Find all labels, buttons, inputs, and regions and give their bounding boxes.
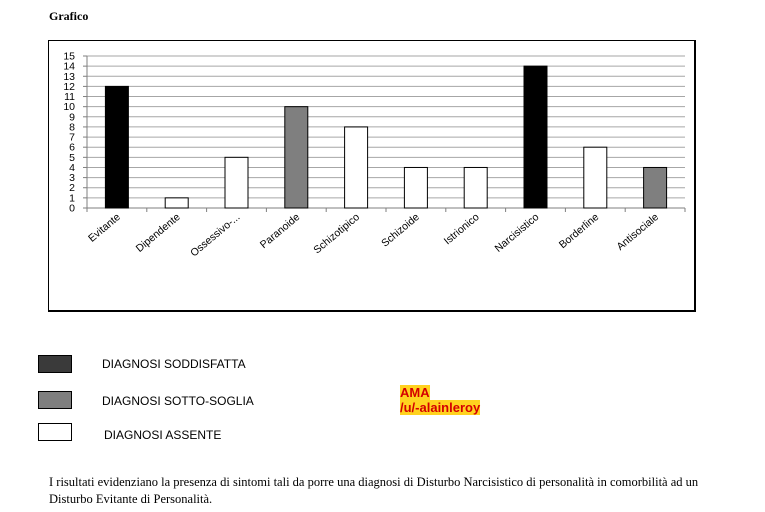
bar-narcisistico (524, 66, 547, 208)
bar-schizotipico (345, 127, 368, 208)
x-tick-label: Dipendente (133, 211, 183, 255)
y-tick-label: 6 (69, 141, 75, 154)
section-heading: Grafico (49, 9, 89, 23)
legend-swatch-sotto-soglia (38, 391, 72, 409)
bar-paranoide (285, 107, 308, 208)
bar-antisociale (644, 167, 667, 208)
x-tick-label: Borderline (556, 211, 602, 252)
bar-evitante (105, 86, 128, 208)
legend-label-assente: DIAGNOSI ASSENTE (104, 428, 222, 442)
x-tick-label: Istrionico (441, 211, 482, 248)
y-tick-label: 10 (63, 101, 75, 114)
y-tick-label: 4 (69, 161, 75, 174)
y-tick-label: 13 (63, 70, 75, 83)
legend-label-soddisfatta: DIAGNOSI SODDISFATTA (102, 357, 246, 371)
x-tick-label: Ossessivo-... (188, 211, 243, 260)
y-tick-label: 3 (69, 172, 75, 185)
legend-label-sotto-soglia: DIAGNOSI SOTTO-SOGLIA (102, 394, 254, 408)
x-tick-label: Schizoide (379, 211, 422, 250)
bar-dipendente (165, 198, 188, 208)
y-tick-label: 8 (69, 121, 75, 134)
bar-chart (49, 41, 695, 311)
annotation-line-1: AMA (400, 385, 430, 400)
annotation-line-2: /u/-alainleroy (400, 400, 481, 415)
y-tick-label: 1 (69, 192, 75, 205)
conclusion-paragraph: I risultati evidenziano la presenza di sintomi tali da porre una diagnosi di Disturbo Narcisistico di personalità in comorbilità ad un Disturbo Evitante di Personalità. (49, 475, 699, 506)
legend-swatch-soddisfatta (38, 355, 72, 373)
chart-frame (48, 40, 696, 312)
y-tick-label: 5 (69, 151, 75, 164)
x-tick-label: Narcisistico (492, 211, 542, 255)
y-tick-label: 15 (63, 50, 75, 63)
bar-borderline (584, 147, 607, 208)
y-tick-label: 0 (69, 202, 75, 215)
y-tick-label: 7 (69, 131, 75, 144)
bar-istrionico (464, 167, 487, 208)
x-tick-label: Antisociale (614, 211, 662, 253)
y-tick-label: 14 (63, 60, 75, 73)
bar-ossessivo (225, 157, 248, 208)
x-tick-label: Paranoide (257, 211, 303, 252)
y-tick-label: 12 (63, 80, 75, 93)
x-tick-label: Schizotipico (311, 211, 363, 257)
x-tick-label: Evitante (86, 211, 123, 245)
legend-swatch-assente (38, 423, 72, 441)
y-tick-label: 9 (69, 111, 75, 124)
annotation-text (400, 385, 480, 415)
y-tick-label: 2 (69, 182, 75, 195)
y-tick-label: 11 (64, 91, 75, 104)
bar-schizoide (404, 167, 427, 208)
